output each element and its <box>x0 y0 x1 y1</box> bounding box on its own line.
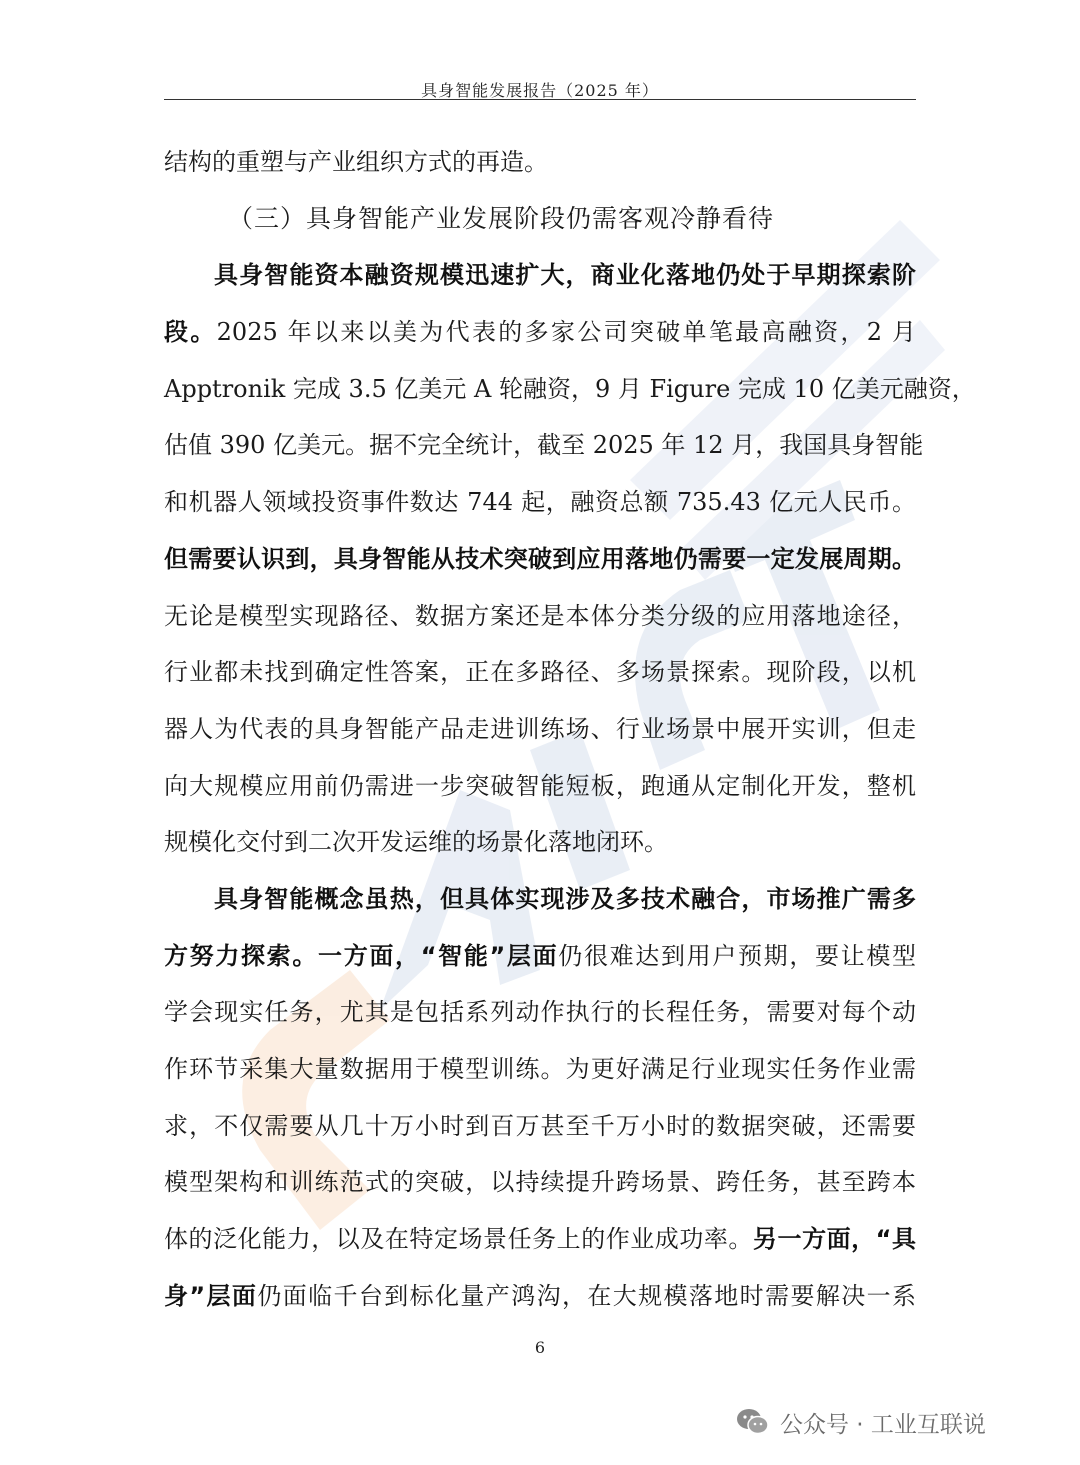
paragraph-line <box>164 928 916 985</box>
paragraph-line <box>164 531 916 588</box>
text-run: 2025 年以来以美为代表的多家公司突破单笔最高融资，2 月 <box>216 318 917 347</box>
paragraph-line: 作环节采集大量数据用于模型训练。为更好满足行业现实任务作业需 <box>164 1055 916 1083</box>
bold-phrase: 方努力探索。一方面，“智能”层面 <box>164 941 559 970</box>
paragraph-line: Apptronik 完成 3.5 亿美元 A 轮融资，9 月 Figure 完成 10 亿美元融资， <box>164 374 976 403</box>
paragraph-line: 行业都未找到确定性答案，正在多路径、多场景探索。现阶段，以机 <box>164 658 916 687</box>
paragraph-line <box>164 1211 916 1268</box>
text-run: 仍很难达到用户预期，要让模型 <box>558 941 917 970</box>
paragraph-line: 器人为代表的具身智能产品走进训练场、行业场景中展开实训，但走 <box>164 714 916 743</box>
header-divider <box>164 99 916 100</box>
source-label: 公众号 · 工业互联说 <box>780 1411 986 1438</box>
paragraph-line: 学会现实任务，尤其是包括系列动作执行的长程任务，需要对每个动 <box>164 998 916 1027</box>
paragraph-line <box>164 1268 916 1325</box>
text-run: 仍面临千台到标化量产鸿沟，在大规模落地时需要解决一系 <box>257 1281 916 1310</box>
bold-phrase: 段。 <box>164 318 217 347</box>
paragraph-line <box>164 871 916 928</box>
wechat-source-tag <box>736 1402 986 1442</box>
paragraph-line: 无论是模型实现路径、数据方案还是本体分类分级的应用落地途径， <box>164 601 916 630</box>
paragraph-line <box>164 247 916 304</box>
bold-phrase: 具身智能概念虽热，但具体实现涉及多技术融合，市场推广需多 <box>214 884 916 913</box>
report-body <box>164 134 976 1324</box>
bold-phrase: 但需要认识到，具身智能从技术突破到应用落地仍需要一定发展周期。 <box>164 544 916 573</box>
paragraph-line: 估值 390 亿美元。据不完全统计，截至 2025 年 12 月，我国具身智能 <box>164 431 924 460</box>
bold-phrase: 具身智能资本融资规模迅速扩大，商业化落地仍处于早期探索阶 <box>214 261 916 290</box>
paragraph-line: 求，不仅需要从几十万小时到百万甚至千万小时的数据突破，还需要 <box>164 1111 916 1140</box>
paragraph-line: 和机器人领域投资事件数达 744 起，融资总额 735.43 亿元人民币。 <box>164 488 916 517</box>
wechat-icon <box>736 1407 770 1437</box>
text-run: 体的泛化能力，以及在特定场景任务上的作业成功率。 <box>164 1225 753 1254</box>
section-heading: （三）具身智能产业发展阶段仍需客观冷静看待 <box>228 203 775 233</box>
bold-phrase: 另一方面，“具 <box>752 1225 917 1254</box>
running-header: 具身智能发展报告（2025 年） <box>421 81 659 100</box>
paragraph-line: 结构的重塑与产业组织方式的再造。 <box>164 148 548 176</box>
paragraph-line <box>164 304 916 361</box>
paragraph-line: 模型架构和训练范式的突破，以持续提升跨场景、跨任务，甚至跨本 <box>164 1168 916 1197</box>
paragraph-line: 规模化交付到二次开发运维的场景化落地闭环。 <box>164 828 668 857</box>
bold-phrase: 身”层面 <box>164 1281 258 1310</box>
paragraph-line: 向大规模应用前仍需进一步突破智能短板，跑通从定制化开发，整机 <box>164 771 916 800</box>
page-number: 6 <box>534 1338 546 1357</box>
